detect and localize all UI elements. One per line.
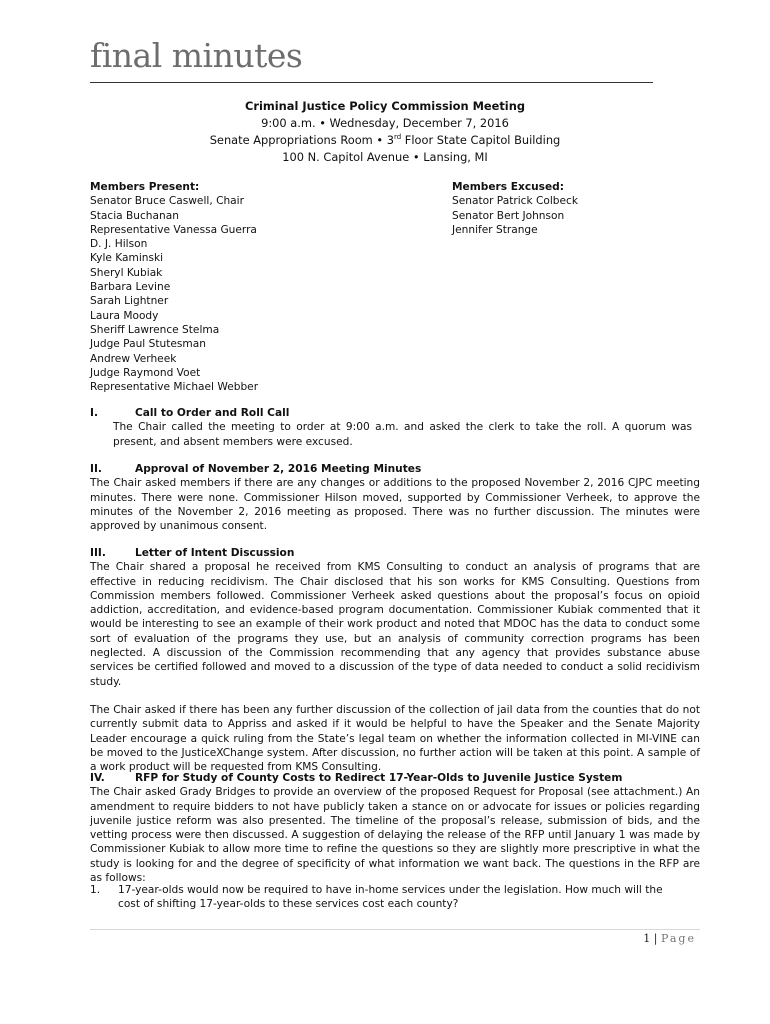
member-name: Representative Vanessa Guerra <box>90 223 257 236</box>
document-title: final minutes <box>90 36 303 75</box>
section-paragraph: The Chair asked members if there are any changes or additions to the proposed November 2, 2016 CJPC meeting minutes. There were none. Commissioner Hilson moved, supported by Commissioner Verheek, to approve the minutes of the November 2, 2016 meeting as proposed. There was no further discussion. The minutes were approved by unanimous consent. <box>90 477 700 533</box>
excused-member-name: Jennifer Strange <box>452 223 538 236</box>
meeting-address: 100 N. Capitol Avenue • Lansing, MI <box>282 150 488 164</box>
member-name: Laura Moody <box>90 309 159 322</box>
member-name: Senator Bruce Caswell, Chair <box>90 195 244 208</box>
question-number: 1. <box>90 884 101 896</box>
member-name: D. J. Hilson <box>90 238 148 251</box>
section-paragraph: The Chair called the meeting to order at 9:00 a.m. and asked the clerk to take the roll. A quorum was present, and absent members were excused. <box>113 421 692 448</box>
section-title: Approval of November 2, 2016 Meeting Minutes <box>135 463 422 475</box>
excused-member-name: Senator Patrick Colbeck <box>452 195 579 208</box>
question-text: 17-year-olds would now be required to have in-home services under the legislation. How much will the cost of shifting 17-year-olds to these services cost each county? <box>118 884 663 911</box>
location-sup: rd <box>393 133 402 142</box>
section-number: III. <box>90 547 106 559</box>
members-present-heading: Members Present: <box>90 181 200 193</box>
section-title: RFP for Study of County Costs to Redirect 17-Year-Olds to Juvenile Justice System <box>135 772 623 784</box>
page-footer <box>643 932 696 945</box>
page-number: 1 <box>643 932 651 945</box>
section-title: Call to Order and Roll Call <box>135 407 290 419</box>
meeting-datetime: 9:00 a.m. • Wednesday, December 7, 2016 <box>261 116 509 130</box>
page-separator: | <box>650 932 661 945</box>
member-name: Andrew Verheek <box>90 352 177 365</box>
member-name: Sheryl Kubiak <box>90 266 163 279</box>
member-name: Barbara Levine <box>90 281 171 294</box>
excused-member-name: Senator Bert Johnson <box>452 209 565 222</box>
section-paragraph: The Chair asked if there has been any further discussion of the collection of jail data from the counties that do not currently submit data to Appriss and asked if it would be helpful to have the Speaker and the Senate Majority Leader encourage a quick ruling from the State’s legal team on whether the information collected in MI-VINE can be moved to the JusticeXChange system. After discussion, no further action will be taken at this point. A sample of a work product will be requested from KMS Consulting. <box>90 703 700 774</box>
location-pre: Senate Appropriations Room • 3 <box>209 133 394 147</box>
section-4 <box>90 771 700 885</box>
location-post: Floor State Capitol Building <box>401 133 561 147</box>
member-name: Representative Michael Webber <box>90 381 259 394</box>
section-paragraph: The Chair asked Grady Bridges to provide an overview of the proposed Request for Proposal (see attachment.) An amendment to require bidders to not have publicly taken a stance on or advocate for issues or policies regarding juvenile justice reform was also presented. The timeline of the proposal’s release, submission of bids, and the vetting process were then discussed. A suggestion of delaying the release of the RFP until January 1 was made by Commissioner Kubiak to allow more time to refine the questions so they are slightly more prescriptive in what the study is looking for and the degree of specificity of what information we want back. The questions in the RFP are as follows: <box>90 786 700 885</box>
member-name: Judge Paul Stutesman <box>90 338 206 351</box>
page-label: Page <box>660 932 696 945</box>
member-name: Sheriff Lawrence Stelma <box>90 323 220 336</box>
footer-divider <box>90 929 700 930</box>
members-present <box>90 180 258 394</box>
meeting-location <box>90 132 680 149</box>
section-2 <box>90 462 700 533</box>
section-3 <box>90 546 700 774</box>
title-divider <box>90 82 653 83</box>
section-title: Letter of Intent Discussion <box>135 547 295 559</box>
member-name: Sarah Lightner <box>90 295 169 308</box>
member-name: Kyle Kaminski <box>90 252 164 265</box>
members-excused <box>452 180 578 237</box>
section-1 <box>90 406 692 449</box>
section-number: II. <box>90 463 102 475</box>
section-number: IV. <box>90 772 105 784</box>
member-name: Stacia Buchanan <box>90 209 179 222</box>
meeting-name: Criminal Justice Policy Commission Meeting <box>245 99 525 113</box>
member-name: Judge Raymond Voet <box>90 366 201 379</box>
members-excused-heading: Members Excused: <box>452 181 564 193</box>
section-number: I. <box>90 407 98 419</box>
section-paragraph: The Chair shared a proposal he received from KMS Consulting to conduct an analysis of programs that are effective in reducing recidivism. The Chair disclosed that his son works for KMS Consulting. Questions from Commission members followed. Commissioner Verheek asked questions about the proposal’s focus on opioid addiction, accreditation, and evidence-based program documentation. Commissioner Kubiak commented that it would be interesting to see an example of their work product and noted that MDOC has the data to conduct some sort of evaluation of the programs they use, but an analysis of community correction programs has been neglected. A discussion of the Commission recommending that any agency that provides substance abuse services be certified followed and moved to a discussion of the type of data needed to conduct a solid recidivism study. <box>90 561 700 688</box>
